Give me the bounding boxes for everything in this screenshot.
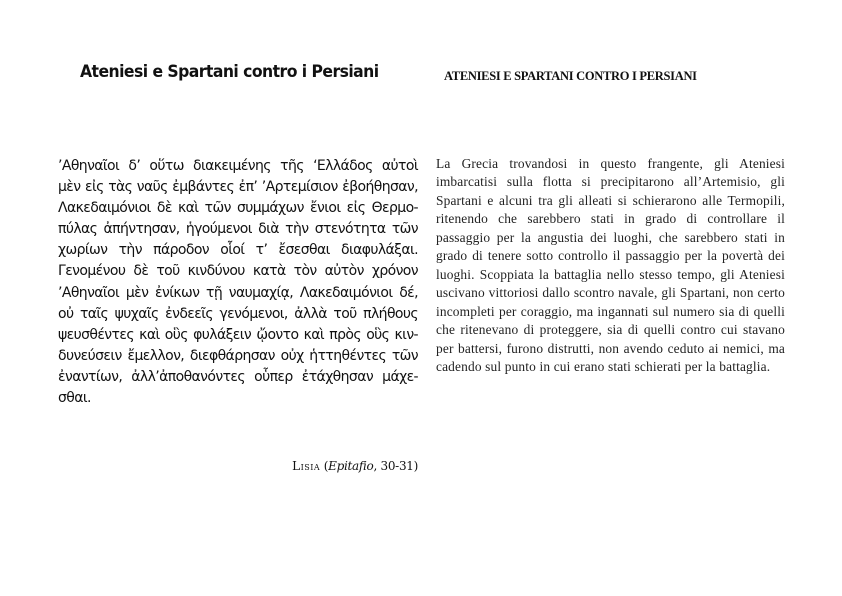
greek-line: οὐ ταῖς ψυχαῖς ἐνδεεῖς γενόμενοι, ἀλλὰ τοῦ πλήθους [58, 305, 418, 322]
greek-line: ’Αθηναῖοι δ’ οὕτω διακειμένης τῆς ‘Ελλάδος αὐτοὶ [58, 158, 418, 174]
greek-line: μὲν εἰς τὰς ναῦς ἐμβάντες ἐπ’ ’Αρτεμίσιον ἐβοήθησαν, [58, 179, 418, 196]
italian-translation: La Grecia trovandosi in questo frangente, gli Ateniesi imbarcatisi sulla flotta si precipitarono all’Artemisio, gli Spartani e alcuni tra gli alleati si schierarono alle Termopili, ritenendo che sarebbero stati in grado di controllare il passaggio per la angustia dei luoghi, che sarebbero stati in grado di tenere sotto controllo il passaggio per la povertà dei luoghi. Scoppiata la battaglia nello stesso tempo, gli Ateniesi uscivano vittoriosi dallo scontro navale, gli Spartani, non certo incompleti per coraggio, ma ingannati sul numero sia di quelli che ritenevano di proteggere, sia di quelli contro cui stavano per battersi, furono distrutti, non avendo ceduto ai nemici, ma cadendo sul punto in cui erano stati schierati per la battaglia. [436, 156, 785, 374]
greek-line: σθαι. [58, 390, 91, 407]
greek-line: δυνεύσειν ἔμελλον, διεφθάρησαν οὐχ ἡττηθέντες τῶν [58, 347, 418, 364]
citation-passage: , 30-31) [373, 459, 418, 473]
greek-line: χωρίων τὴν πάροδον οἷοί τ’ ἔσεσθαι διαφυλάξαι. [58, 242, 418, 259]
greek-line: ’Αθηναῖοι μὲν ἐνίκων τῇ ναυμαχίᾳ, Λακεδαιμόνιοι δέ, [58, 284, 418, 301]
greek-section-title: Ateniesi e Spartani contro i Persiani [80, 62, 379, 82]
greek-line: Λακεδαιμόνιοι δὲ καὶ τῶν συμμάχων ἔνιοι εἰς Θερμο- [58, 200, 418, 217]
source-citation: Lisia (Epitafio, 30-31) [292, 459, 418, 473]
greek-line: ἐναντίων, ἀλλ’ἀποθανόντες οὗπερ ἐτάχθησαν μάχε- [58, 368, 418, 385]
greek-line: πύλας ἀπήντησαν, ἡγούμενοι διὰ τὴν στενότητα τῶν [58, 221, 418, 238]
italian-section-title: ATENIESI E SPARTANI CONTRO I PERSIANI [444, 69, 697, 83]
citation-work: Epitafio [328, 459, 374, 473]
greek-line: Γενομένου δὲ τοῦ κινδύνου κατὰ τὸν αὐτὸν χρόνον [58, 263, 418, 280]
citation-author: Lisia [292, 459, 321, 473]
greek-line: ψευσθέντες καὶ οὓς φυλάξειν ᾤοντο καὶ πρὸς οὓς κιν- [58, 326, 418, 343]
greek-passage [58, 156, 418, 409]
